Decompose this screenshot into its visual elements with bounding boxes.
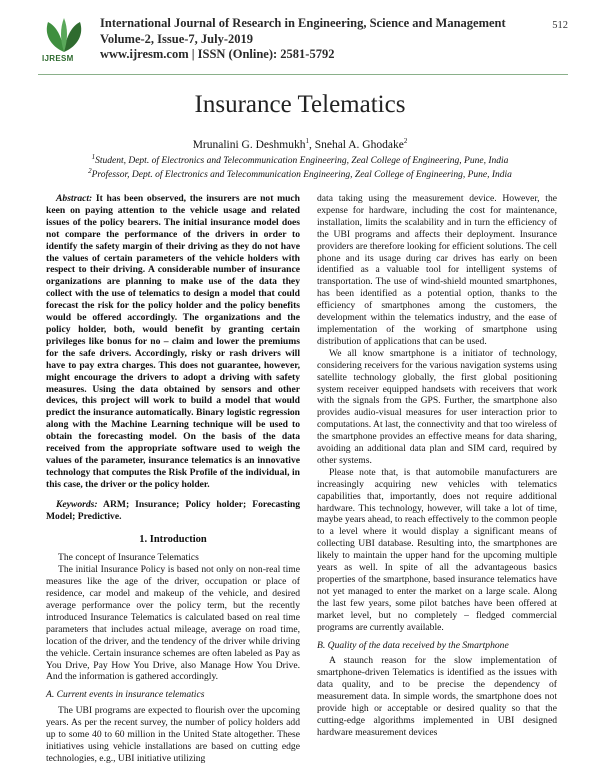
- journal-info: [100, 16, 520, 63]
- intro-paragraph-1: The concept of Insurance Telematics: [58, 552, 199, 564]
- keywords-label: Keywords:: [56, 498, 98, 510]
- journal-header: [38, 16, 568, 66]
- journal-logo: [38, 16, 90, 66]
- subsection-a-paragraph-1: The UBI programs are expected to flourish over the upcoming years. As per the recent survey, the number of policy holders add up to some 40 to 60 million in the United State altogether. These initiatives using vehicle installations are based on cutting edge technologies, e.g., UBI initiative utilizing: [46, 705, 300, 764]
- right-paragraph-3: Please note that, is that automobile manufacturers are increasingly acquiring new vehicles with telematics capabilities that, importantly, does not require additional hardware. This technology, however, will take a lot of time, maybe years ahead, to reach effectively to the common people to a level where it would display a significant means of collecting UBI database. Resulting into, the smartphones are likely to maintain the upper hand for the upcoming multiple years as well. In spite of all the advantageous basics properties of the smartphone, based insurance telematics have not yet managed to enter the market on a large scale. Along the last few years, some pilot batches have been offered at market level, but no completely – fledged commercial programs are currently available.: [317, 466, 557, 633]
- right-paragraph-1: data taking using the measurement device. However, the expense for hardware, including the cost for maintenance, installation, limits the scalability and in turn the efficiency of the UBI programs and affects their deployment. Insurance providers are therefore looking for efficient solutions. The cell phone and its usage during car drives has early on been identified as a valuable tool for intelligent systems of transportation. The use of wind-shield mounted smartphones, has been identified as a potential option, thanks to the efficiency of smartphones among the customers, the development within the telematics industry, and the ease of implementation of the working of smartphone using distribution of applications that can be used.: [317, 193, 557, 347]
- author-1: Mrunalini G. Deshmukh: [192, 138, 306, 151]
- keywords-text: ARM; Insurance; Policy holder; Forecasting Model; Predictive.: [46, 498, 300, 522]
- paper-authors: Mrunalini G. Deshmukh$^1$, Snehal A. Ghodake$^2$: [192, 137, 408, 151]
- leaf-logo-icon: [38, 16, 90, 56]
- author-2-sup: 2: [403, 137, 408, 145]
- journal-name: International Journal of Research in Engineering, Science and Management: [100, 16, 506, 30]
- header-divider: [38, 74, 568, 75]
- intro-paragraph-2: The initial Insurance Policy is based not only on non-real time measures like the age of the driver, occupation or place of residence, car model and makeup of the vehicle, and desired average performance over the policy term, but the recently introduced Insurance Telematics is calculated based on real time parameters that includes actual mileage, average on road time, location of the driver, and the tendency of the driver while driving the vehicle. Certain insurance schemes are often labeled as Pay as You Drive, Pay How You Drive, also Manage How You Drive. And the information is gathered accordingly.: [46, 564, 300, 683]
- section-heading-introduction: 1. Introduction: [139, 534, 207, 546]
- right-column: [317, 193, 557, 739]
- affiliation-2-text: Professor, Dept. of Electronics and Telecommunication Engineering, Zeal College of Engineering, Pune, India: [91, 170, 512, 181]
- affiliation-1: [0, 153, 600, 166]
- page-number: 512: [552, 20, 568, 31]
- right-paragraph-2: We all know smartphone is a initiator of technology, considering receivers for the various navigation systems using satellite technology globally, the first global positioning system receiver equipped handsets with receivers that work with the signals from the GPS. Further, the smartphone also provides audio-visual measures for user interaction prior to computations. At last, the connectivity and that too wireless of the smartphone provides an effective means for data sharing, avoiding an additional data plan and SIM card, required by other systems.: [317, 347, 557, 466]
- abstract: [46, 193, 300, 491]
- abstract-label: Abstract:: [56, 193, 93, 204]
- author-2: Snehal A. Ghodake: [314, 138, 404, 151]
- affiliation-1-sup: 1: [91, 153, 96, 161]
- affiliation-2: [0, 167, 600, 180]
- abstract-text: It has been observed, the insurers are not much keen on paying attention to the vehicle usage and related issues of the policy bearers. The initial insurance model does not compare the performance of the drivers in order to identify the safety margin of their driving as they do not have the values of certain parameters of the vehicle holders with respect to their driving. A considerable number of insurance organizations are planning to make use of the data they collect with the use of telematics to design a model that could forecast the risk for the policy holder and the policy benefits would be offered accordingly. The organizations and the policy holder, both, would benefit by granting certain privileges like bonus for no – claim and lower the premiums for the safe drivers. Accordingly, risky or rash drivers will have to pay extra charges. This does not guarantee, however, might encourage the drivers to adopt a driving with safety measures. Using the data obtained by sensors and other devices, this project will work to build a model that would predict the insurance automatically. Binary logistic regression along with the Machine Learning technique will be used to obtain the forecasting model. On the basis of the data received from the appropriate software used to weigh the values of the parameter, insurance telematics is an innovative technology that computes the Risk Profile of the individual, in this case, the driver or the policy holder.: [46, 193, 300, 490]
- journal-website: www.ijresm.com | ISSN (Online): 2581-5792: [100, 47, 335, 61]
- subsection-heading-b: B. Quality of the data received by the Smartphone: [317, 639, 509, 651]
- affiliation-2-sup: 2: [88, 167, 92, 175]
- journal-volume: Volume-2, Issue-7, July-2019: [100, 31, 254, 46]
- left-column: [46, 193, 300, 765]
- logo-text: IJRESM: [42, 54, 74, 63]
- author-1-sup: 1: [305, 137, 309, 145]
- subsection-heading-a: A. Current events in insurance telematics: [46, 689, 205, 701]
- affiliation-1-text: Student, Dept. of Electronics and Telecommunication Engineering, Zeal College of Engineering, Pune, India: [95, 156, 509, 167]
- right-paragraph-4: A staunch reason for the slow implementation of smartphone-driven Telematics is identified as the issues with data quality, and to be precise the dependency of measurement data. In simple words, the smartphone does not provide high or acceptable or desired quality so that the cutting-edge algorithms implemented in UBI designed hardware measurement devices: [317, 655, 557, 738]
- keywords: [46, 499, 300, 523]
- paper-title: Insurance Telematics: [194, 91, 406, 118]
